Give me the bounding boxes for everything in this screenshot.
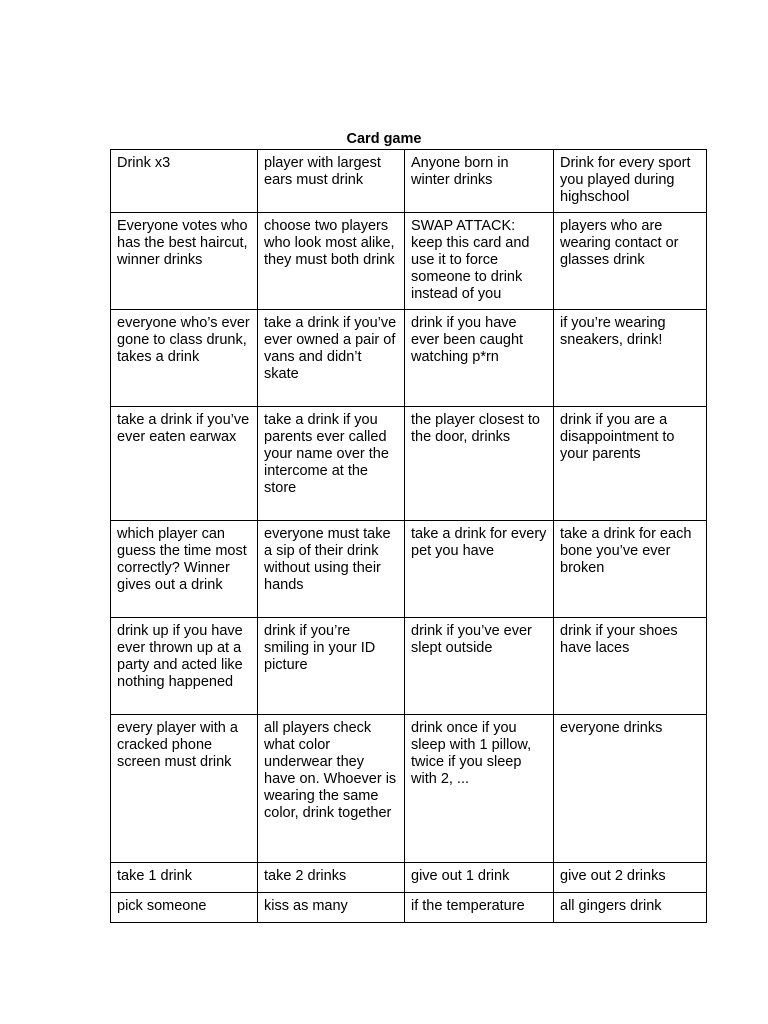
table-cell: take a drink if you’ve ever owned a pair of vans and didn’t skate	[258, 310, 405, 407]
table-cell: drink if you have ever been caught watching p*rn	[405, 310, 554, 407]
card-table	[110, 149, 707, 923]
table-cell: drink if you are a disappointment to your parents	[554, 407, 707, 521]
table-cell: take a drink if you parents ever called your name over the intercome at the store	[258, 407, 405, 521]
table-row	[111, 715, 707, 863]
table-cell: Everyone votes who has the best haircut, winner drinks	[111, 213, 258, 310]
table-row	[111, 407, 707, 521]
table-row	[111, 150, 707, 213]
table-cell: everyone drinks	[554, 715, 707, 863]
table-cell: take a drink for every pet you have	[405, 521, 554, 618]
table-cell: everyone must take a sip of their drink without using their hands	[258, 521, 405, 618]
table-cell: drink once if you sleep with 1 pillow, twice if you sleep with 2, ...	[405, 715, 554, 863]
table-cell: players who are wearing contact or glasses drink	[554, 213, 707, 310]
table-cell: take a drink for each bone you’ve ever broken	[554, 521, 707, 618]
table-cell: Drink for every sport you played during highschool	[554, 150, 707, 213]
table-cell: choose two players who look most alike, they must both drink	[258, 213, 405, 310]
table-cell: everyone who’s ever gone to class drunk, takes a drink	[111, 310, 258, 407]
table-row	[111, 521, 707, 618]
table-row	[111, 618, 707, 715]
page-title: Card game	[346, 131, 422, 147]
table-cell: drink up if you have ever thrown up at a party and acted like nothing happened	[111, 618, 258, 715]
table-cell: kiss as many	[258, 893, 405, 923]
table-cell: player with largest ears must drink	[258, 150, 405, 213]
table-row	[111, 213, 707, 310]
table-cell: SWAP ATTACK: keep this card and use it to force someone to drink instead of you	[405, 213, 554, 310]
table-cell: every player with a cracked phone screen must drink	[111, 715, 258, 863]
table-cell: give out 1 drink	[405, 863, 554, 893]
table-cell: drink if you’re smiling in your ID picture	[258, 618, 405, 715]
table-cell: the player closest to the door, drinks	[405, 407, 554, 521]
table-row	[111, 863, 707, 893]
table-cell: give out 2 drinks	[554, 863, 707, 893]
table-cell: which player can guess the time most correctly? Winner gives out a drink	[111, 521, 258, 618]
table-cell: Anyone born in winter drinks	[405, 150, 554, 213]
table-cell: Drink x3	[111, 150, 258, 213]
table-cell: pick someone	[111, 893, 258, 923]
table-cell: drink if your shoes have laces	[554, 618, 707, 715]
table-cell: if the temperature	[405, 893, 554, 923]
table-cell: all players check what color underwear they have on. Whoever is wearing the same color, drink together	[258, 715, 405, 863]
table-cell: take 2 drinks	[258, 863, 405, 893]
table-cell: take a drink if you’ve ever eaten earwax	[111, 407, 258, 521]
table-cell: drink if you’ve ever slept outside	[405, 618, 554, 715]
table-row	[111, 310, 707, 407]
table-cell: all gingers drink	[554, 893, 707, 923]
table-row	[111, 893, 707, 923]
table-cell: take 1 drink	[111, 863, 258, 893]
table-cell: if you’re wearing sneakers, drink!	[554, 310, 707, 407]
